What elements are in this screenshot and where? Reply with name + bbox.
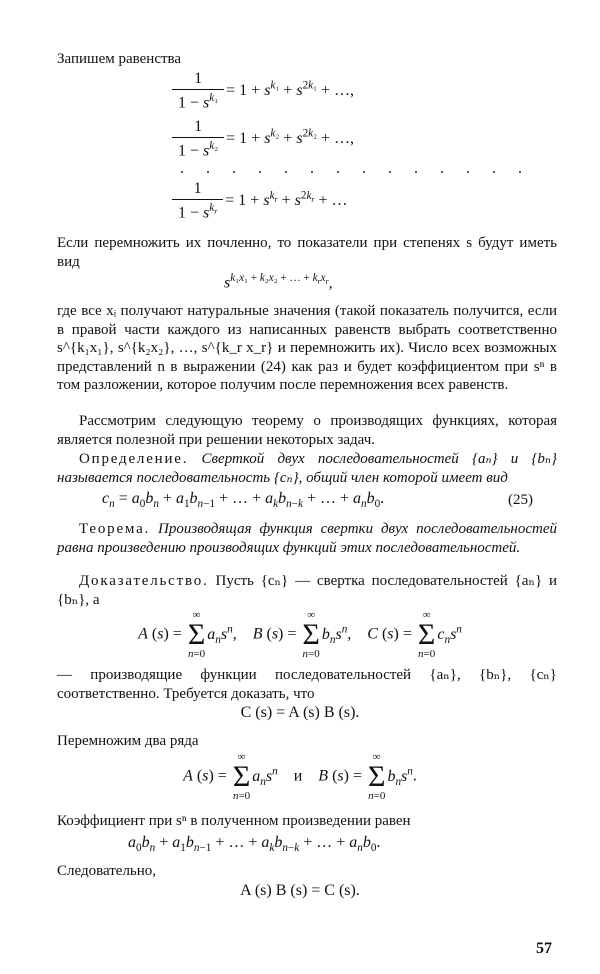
definition-label: Определение.: [79, 451, 189, 467]
theorem-text: Производящая функция свертки двух последовательностей равна произведению производящих функций этих последовательностей.: [57, 521, 558, 556]
intro-line: [57, 50, 557, 69]
page-number: 57: [536, 940, 552, 957]
coeff-line: Коэффициент при sⁿ в полученном произведении равен: [57, 813, 411, 829]
series-equation-r: $\frac{1}{1 - s^{k_r}}$ = $1 + s^{k_r} + s^{2k_r}$ + …: [172, 180, 347, 222]
final-equation: A (s) B (s) = C (s).: [240, 882, 360, 899]
proof-label: Доказательство.: [79, 573, 209, 589]
consider-paragraph: Рассмотрим следующую теорему о производящих функциях, которая является полезной при решении некоторых задач.: [57, 413, 557, 448]
series-equation-2: $\frac{1}{1 - s^{k_2}}$ = $1 + s^{k_2} + s^{2k_2}$ + …,: [172, 118, 354, 160]
coeff-formula: $a_0b_n + a_1b_{n-1}$ + … + $a_kb_{n-k}$ + … + $a_nb_0$.: [128, 834, 381, 855]
claim-equation: C (s) = A (s) B (s).: [240, 704, 360, 721]
therefore-line: Следовательно,: [57, 863, 157, 879]
sum-sign: ∞ Σ n=0: [367, 751, 386, 802]
definition-paragraph: [57, 450, 557, 487]
series-equation-1: $\frac{1}{1 - s^{k_1}}$ = $1 + s^{k_1} + s^{2k_1}$ + …,: [172, 70, 354, 112]
exponent-expression: $s^{k_1x_1 + k_2x_2 + \dots + k_rx_r}$,: [224, 272, 333, 292]
sum-sign: ∞ Σ n=0: [187, 609, 206, 660]
proof-paragraph: [57, 572, 557, 609]
theorem-paragraph: [57, 520, 557, 557]
intro-text: Запишем равенства: [57, 51, 182, 67]
definition-text: Сверткой двух последовательностей {aₙ} и {bₙ} называется последовательность {cₙ}, общий член которой имеет вид: [57, 451, 557, 486]
theorem-label: Теорема.: [79, 521, 151, 537]
sum-sign: ∞ Σ n=0: [302, 609, 320, 660]
sum-sign: ∞ Σ n=0: [232, 751, 251, 802]
sum-sign: ∞ Σ n=0: [417, 609, 436, 660]
fraction: $\frac{1}{1 - s^{k_2}}$: [172, 118, 224, 160]
convolution-formula: $c_n = a_0b_n + a_1b_{n-1}$ + … + $a_kb_{n-k}$ + … + $a_nb_0$.: [102, 490, 385, 511]
fraction: $\frac{1}{1 - s^{k_1}}$: [172, 70, 224, 112]
two-series: A (s) = ∞ Σ n=0 $a_ns^n$ и B (s) = ∞ Σ n=0 $b_ns^n$.: [183, 751, 417, 802]
fraction: $\frac{1}{1 - s^{k_r}}$: [172, 180, 223, 222]
multiply-two-line: Перемножим два ряда: [57, 733, 199, 749]
ellipsis-row: . . . . . . . . . . . . . .: [180, 160, 531, 177]
multiply-paragraph: Если перемножить их почленно, то показатели при степенях s будут иметь вид: [57, 235, 557, 270]
where-paragraph: где все xᵢ получают натуральные значения (такой показатель получится, если в правой части каждого из написанных равенств выбрать соответственно s^{k₁x₁}, s^{k₂x₂}, …, s^{k_r x_r} и перемножить их). Число всех возможных представлений n в выражении (24) как раз и будет коэффициентом при sⁿ в том разложении, которое получим после перемножения всех равенств.: [57, 303, 557, 393]
equation-number: (25): [508, 492, 533, 508]
proof-text: Пусть {cₙ} — свертка последовательностей {aₙ} и {bₙ}, а: [57, 573, 557, 608]
generating-functions: A (s) = ∞ Σ n=0 $a_ns^n$, B (s) = ∞ Σ n=0 $b_ns^n$, C (s) = ∞ Σ n=0 $c_ns^n$: [138, 609, 462, 660]
gen-funcs-paragraph: — производящие функции последовательностей {aₙ}, {bₙ}, {cₙ} соответственно. Требуется доказать, что: [57, 667, 557, 702]
